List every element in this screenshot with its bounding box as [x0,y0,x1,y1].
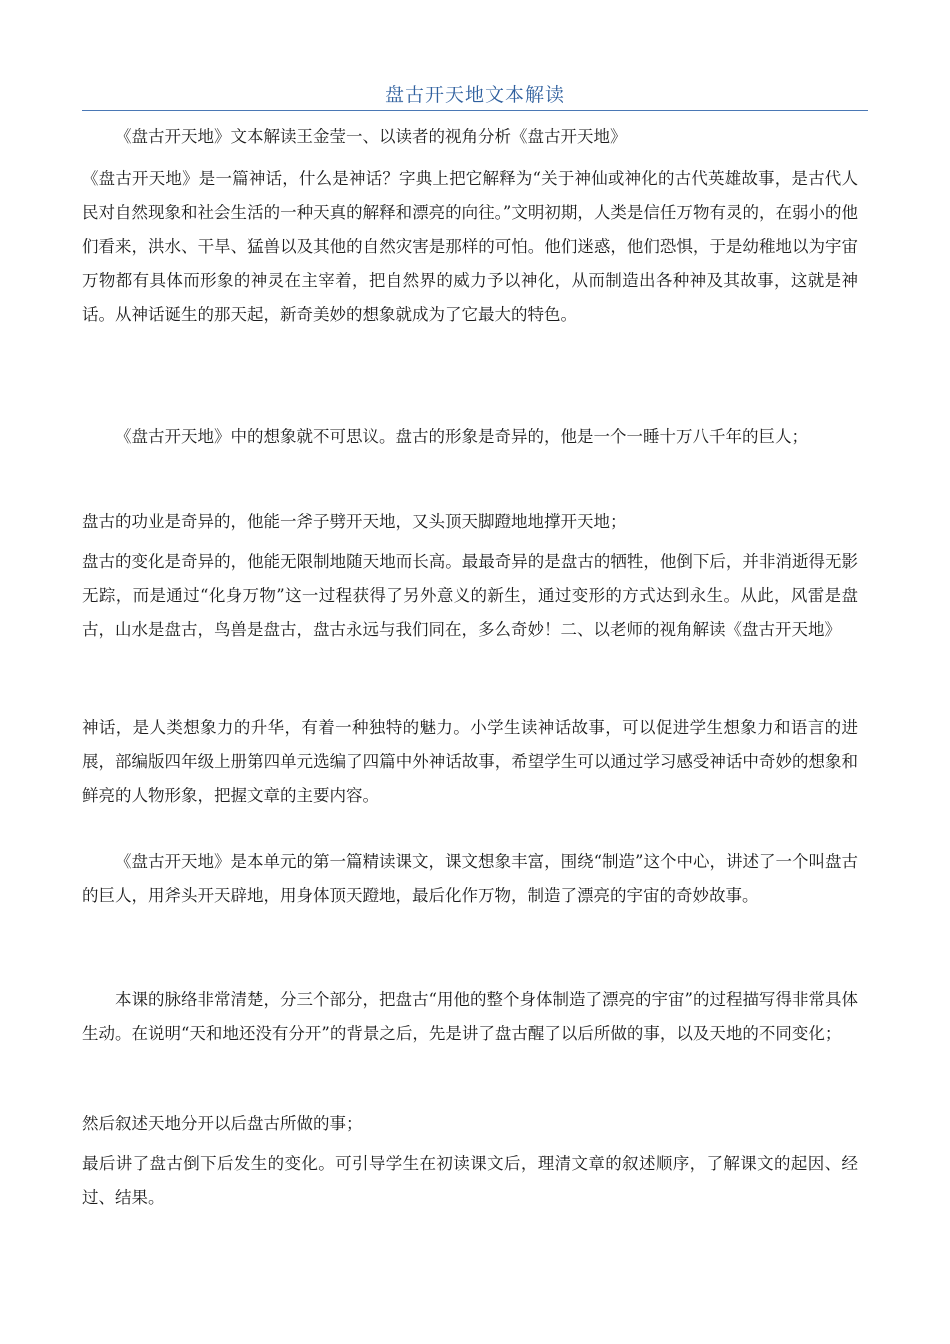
document-title: 盘古开天地文本解读 [384,84,565,106]
paragraph-teacher-view: 神话，是人类想象力的升华，有着一种独特的魅力。小学生读神话故事，可以促进学生想象力和语言的进展，部编版四年级上册第四单元选编了四篇中外神话故事，希望学生可以通过学习感受神话中奇妙的想象和鲜亮的人物形象，把握文章的主要内容。 [82,718,858,805]
paragraph-imagination: 《盘古开天地》中的想象就不可思议。盘古的形象是奇异的，他是一个一睡十万八千年的巨人； [115,427,808,446]
page-header [82,80,868,111]
paragraph-after-separation: 然后叙述天地分开以后盘古所做的事； [82,1114,363,1133]
paragraph-myth-definition: 《盘古开天地》是一篇神话，什么是神话？字典上把它解释为“关于神仙或神化的古代英雄故事，是古代人民对自然现象和社会生活的一种天真的解释和漂亮的向往。”文明初期，人类是信任万物有灵的，在弱小的他们看来，洪水、干旱、猛兽以及其他的自然灾害是那样的可怕。他们迷惑，他们恐惧，于是幼稚地以为宇宙万物都有具体而形象的神灵在主宰着，把自然界的威力予以神化，从而制造出各种神及其故事，这就是神话。从神话诞生的那天起，新奇美妙的想象就成为了它最大的特色。 [82,169,858,324]
paragraph-subtitle: 《盘古开天地》文本解读王金莹一、以读者的视角分析《盘古开天地》 [115,127,627,146]
paragraph-structure: 本课的脉络非常清楚，分三个部分，把盘古“用他的整个身体制造了漂亮的宇宙”的过程描写得非常具体生动。在说明“天和地还没有分开”的背景之后，先是讲了盘古醒了以后所做的事，以及天地的不同变化； [82,990,858,1043]
paragraph-transformation: 盘古的变化是奇异的，他能无限制地随天地而长高。最最奇异的是盘古的牺牲，他倒下后，并非消逝得无影无踪，而是通过“化身万物”这一过程获得了另外意义的新生，通过变形的方式达到永生。从此，风雷是盘古，山水是盘古，鸟兽是盘古，盘古永远与我们同在，多么奇妙！二、以老师的视角解读《盘古开天地》 [82,552,858,639]
paragraph-achievement: 盘古的功业是奇异的，他能一斧子劈开天地，又头顶天脚蹬地地撑开天地； [82,512,627,531]
paragraph-conclusion: 最后讲了盘古倒下后发生的变化。可引导学生在初读课文后，理清文章的叙述顺序，了解课文的起因、经过、结果。 [82,1154,858,1207]
paragraph-lesson-intro: 《盘古开天地》是本单元的第一篇精读课文，课文想象丰富，围绕“制造”这个中心，讲述了一个叫盘古的巨人，用斧头开天辟地，用身体顶天蹬地，最后化作万物，制造了漂亮的宇宙的奇妙故事。 [82,852,858,905]
